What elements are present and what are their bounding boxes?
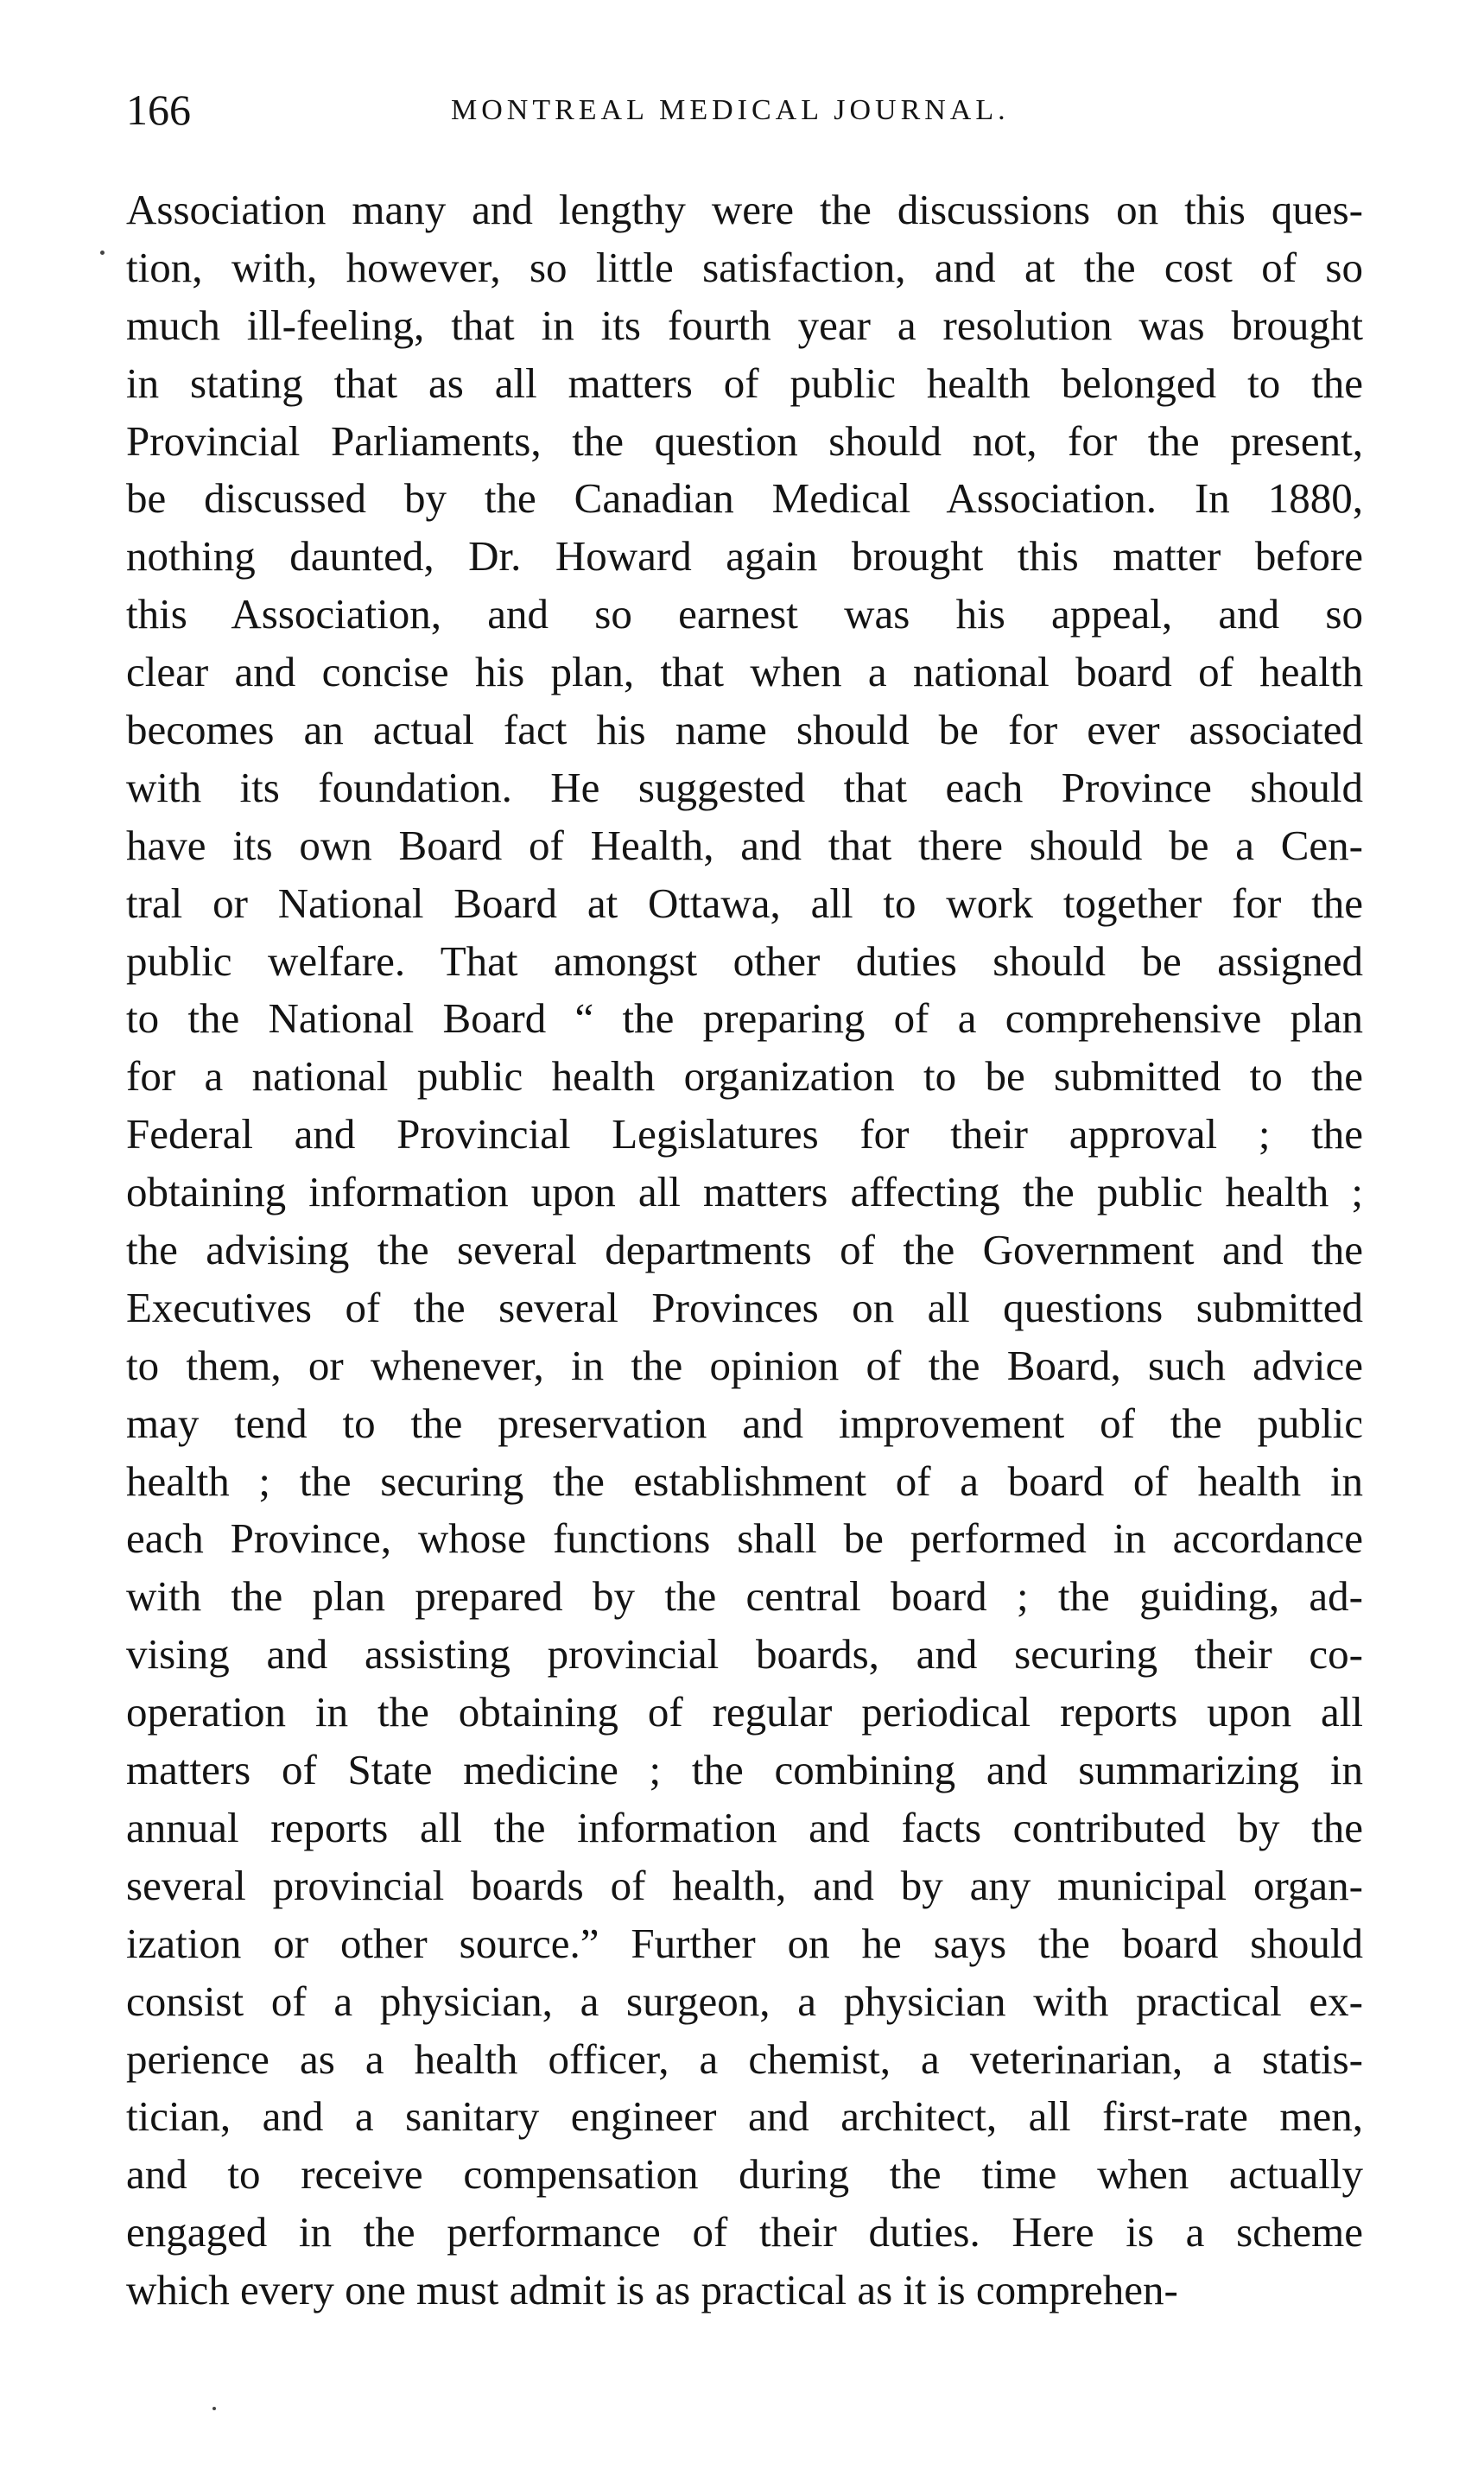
article-body <box>126 181 1363 2320</box>
text-line: perience as a health officer, a chemist, a veterinarian, a statis- <box>126 2034 1363 2083</box>
text-line: consist of a physician, a surgeon, a physician with practical ex- <box>126 1977 1363 2025</box>
text-line: in stating that as all matters of public health belonged to the <box>126 359 1363 407</box>
text-line: and to receive compensation during the time when actually <box>126 2150 1363 2199</box>
running-head <box>126 79 1353 140</box>
text-line: tral or National Board at Ottawa, all to work together for the <box>126 879 1363 927</box>
text-line: obtaining information upon all matters affecting the public health ; <box>126 1168 1363 1216</box>
text-line: with its foundation. He suggested that each Province should <box>126 763 1363 811</box>
text-line: much ill-feeling, that in its fourth year a resolution was brought <box>126 301 1363 349</box>
text-line: may tend to the preservation and improvement of the public <box>126 1399 1363 1447</box>
text-line: the advising the several departments of the Government and the <box>126 1226 1363 1274</box>
text-line: matters of State medicine ; the combining and summarizing in <box>126 1746 1363 1794</box>
text-line: for a national public health organization to be submitted to the <box>126 1052 1363 1101</box>
text-line: engaged in the performance of their duties. Here is a scheme <box>126 2208 1363 2256</box>
text-line: this Association, and so earnest was his appeal, and so <box>126 590 1363 638</box>
text-line: clear and concise his plan, that when a national board of health <box>126 648 1363 696</box>
text-line: tician, and a sanitary engineer and architect, all first-rate men, <box>126 2092 1363 2141</box>
text-line: have its own Board of Health, and that there should be a Cen- <box>126 821 1363 869</box>
page-number: 166 <box>126 86 191 134</box>
text-line: vising and assisting provincial boards, and securing their co- <box>126 1630 1363 1679</box>
text-line: several provincial boards of health, and by any municipal organ- <box>126 1861 1363 1909</box>
text-line: annual reports all the information and facts contributed by the <box>126 1803 1363 1851</box>
text-line: Association many and lengthy were the discussions on this ques- <box>126 186 1363 233</box>
text-line: Provincial Parliaments, the question should not, for the present, <box>126 416 1363 465</box>
text-line: ization or other source.” Further on he says the board should <box>126 1919 1363 1967</box>
text-line: each Province, whose functions shall be performed in accordance <box>126 1514 1363 1563</box>
print-speck <box>100 251 105 255</box>
text-line: which every one must admit is as practical as it is comprehen- <box>126 2266 1178 2314</box>
text-line: with the plan prepared by the central board ; the guiding, ad- <box>126 1572 1363 1621</box>
text-line: health ; the securing the establishment of a board of health in <box>126 1457 1363 1505</box>
text-line: Executives of the several Provinces on all questions submitted <box>126 1283 1363 1331</box>
text-line: to them, or whenever, in the opinion of the Board, such advice <box>126 1341 1363 1389</box>
text-line: nothing daunted, Dr. Howard again brought this matter before <box>126 532 1363 581</box>
text-line: be discussed by the Canadian Medical Association. In 1880, <box>126 474 1363 523</box>
journal-title: MONTREAL MEDICAL JOURNAL. <box>451 94 1010 126</box>
text-line: public welfare. That amongst other duties should be assigned <box>126 936 1363 985</box>
text-line: tion, with, however, so little satisfaction, and at the cost of so <box>126 243 1363 291</box>
text-line: Federal and Provincial Legislatures for their approval ; the <box>126 1110 1363 1158</box>
print-speck <box>212 2407 216 2410</box>
text-line: operation in the obtaining of regular periodical reports upon all <box>126 1688 1363 1736</box>
text-line: becomes an actual fact his name should be for ever associated <box>126 706 1363 754</box>
text-line: to the National Board “ the preparing of a comprehensive plan <box>126 994 1363 1043</box>
